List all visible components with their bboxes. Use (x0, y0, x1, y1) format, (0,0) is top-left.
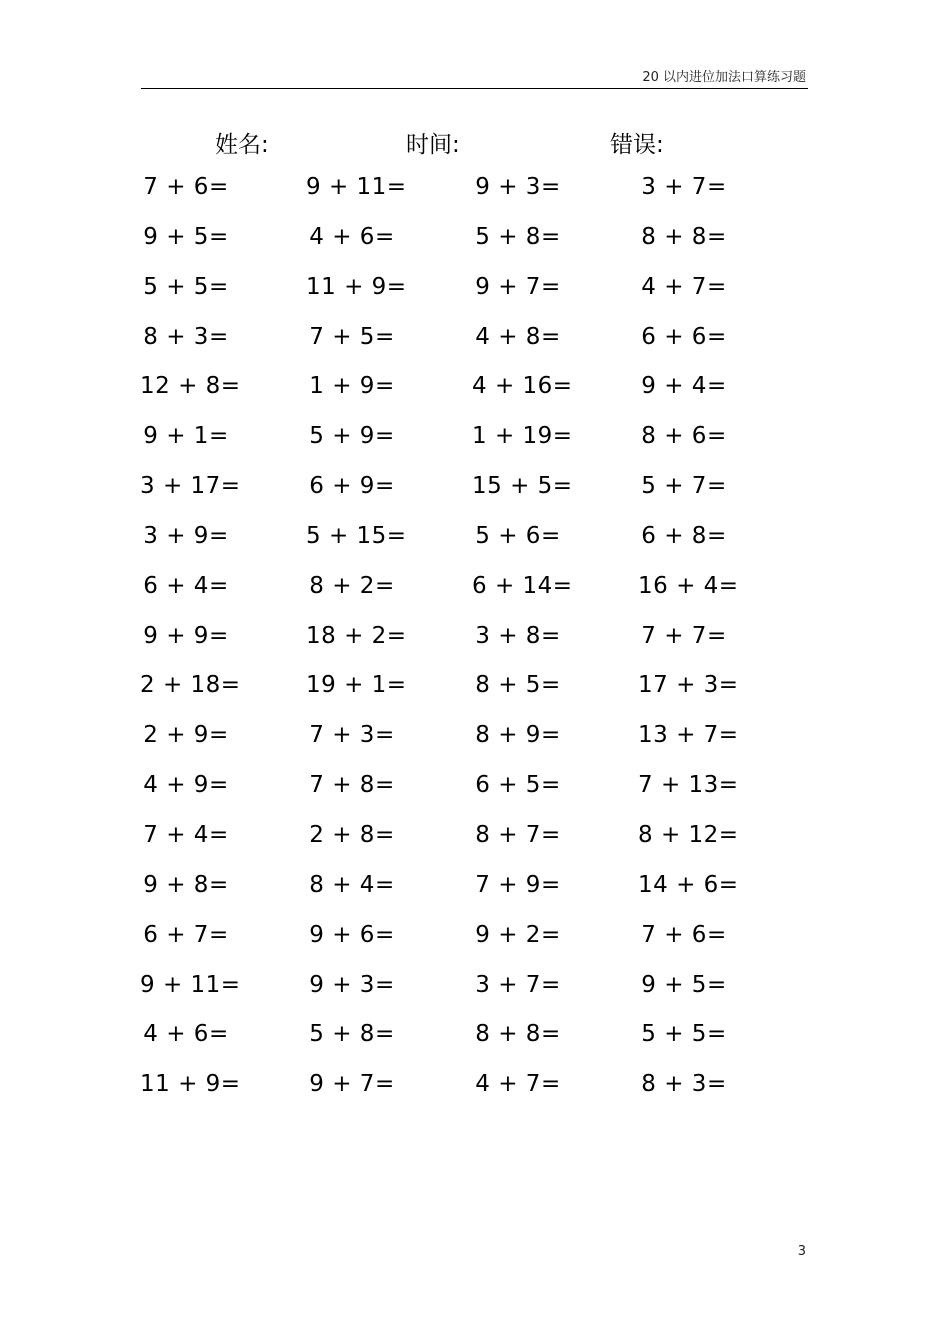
problem-item: 8 + 4= (309, 871, 395, 898)
page-number: 3 (797, 1244, 806, 1259)
problem-item: 13 + 7= (638, 722, 739, 749)
problem-item: 3 + 7= (475, 971, 561, 998)
problem-item: 5 + 9= (309, 423, 395, 450)
problem-item: 9 + 2= (475, 921, 561, 948)
name-label: 姓名: (215, 132, 269, 158)
problem-item: 8 + 6= (641, 423, 727, 450)
problem-row (0, 469, 950, 519)
problem-item: 3 + 8= (475, 622, 561, 649)
problem-item: 6 + 7= (143, 921, 229, 948)
problem-item: 5 + 5= (143, 273, 229, 300)
problem-item: 7 + 7= (641, 622, 727, 649)
problem-item: 1 + 9= (309, 373, 395, 400)
problem-row (0, 818, 950, 868)
problem-item: 1 + 19= (472, 423, 573, 450)
problem-item: 6 + 8= (641, 522, 727, 549)
problem-item: 5 + 7= (641, 473, 727, 500)
problem-item: 8 + 3= (641, 1071, 727, 1098)
problem-item: 5 + 15= (306, 522, 407, 549)
problem-row (0, 619, 950, 669)
problem-item: 9 + 1= (143, 423, 229, 450)
problem-row (0, 369, 950, 419)
problem-item: 8 + 2= (309, 572, 395, 599)
problem-item: 16 + 4= (638, 572, 739, 599)
problem-item: 9 + 9= (143, 622, 229, 649)
problem-item: 8 + 12= (638, 821, 739, 848)
problem-item: 5 + 6= (475, 522, 561, 549)
problem-item: 17 + 3= (638, 672, 739, 699)
problem-item: 8 + 8= (475, 1021, 561, 1048)
problem-item: 9 + 5= (641, 971, 727, 998)
problem-item: 11 + 9= (306, 273, 407, 300)
problem-item: 5 + 8= (475, 223, 561, 250)
problem-item: 6 + 9= (309, 473, 395, 500)
problem-item: 8 + 9= (475, 722, 561, 749)
problem-item: 9 + 7= (475, 273, 561, 300)
problem-item: 9 + 3= (475, 174, 561, 200)
problem-item: 9 + 8= (143, 871, 229, 898)
problem-item: 3 + 7= (641, 174, 727, 200)
problem-row (0, 968, 950, 1018)
problem-item: 6 + 5= (475, 772, 561, 799)
problem-item: 2 + 9= (143, 722, 229, 749)
problem-item: 4 + 9= (143, 772, 229, 799)
problem-row (0, 718, 950, 768)
problem-item: 18 + 2= (306, 622, 407, 649)
problem-item: 8 + 3= (143, 323, 229, 350)
problem-row (0, 868, 950, 918)
problem-item: 4 + 16= (472, 373, 573, 400)
header-divider (141, 88, 808, 89)
problem-item: 2 + 18= (140, 672, 241, 699)
problem-item: 9 + 11= (140, 971, 241, 998)
problem-row (0, 519, 950, 569)
problem-row (0, 270, 950, 320)
problem-item: 14 + 6= (638, 871, 739, 898)
problem-item: 7 + 6= (143, 174, 229, 200)
problem-item: 19 + 1= (306, 672, 407, 699)
problem-item: 8 + 7= (475, 821, 561, 848)
problem-row (0, 1017, 950, 1067)
problem-item: 12 + 8= (140, 373, 241, 400)
problem-item: 7 + 3= (309, 722, 395, 749)
time-label: 时间: (406, 132, 460, 158)
problem-item: 7 + 8= (309, 772, 395, 799)
problem-row (0, 569, 950, 619)
problem-item: 7 + 9= (475, 871, 561, 898)
problem-item: 4 + 8= (475, 323, 561, 350)
problem-row (0, 918, 950, 968)
problem-item: 8 + 8= (641, 223, 727, 250)
problem-item: 9 + 6= (309, 921, 395, 948)
problem-item: 9 + 4= (641, 373, 727, 400)
problem-item: 4 + 6= (309, 223, 395, 250)
problem-item: 9 + 5= (143, 223, 229, 250)
problem-item: 3 + 17= (140, 473, 241, 500)
problem-row (0, 668, 950, 718)
problem-row (0, 220, 950, 270)
problem-grid (0, 170, 950, 1117)
header-title: 20 以内进位加法口算练习题 (642, 70, 806, 85)
problem-item: 5 + 8= (309, 1021, 395, 1048)
problem-item: 7 + 6= (641, 921, 727, 948)
problem-item: 9 + 3= (309, 971, 395, 998)
problem-item: 9 + 7= (309, 1071, 395, 1098)
problem-item: 6 + 14= (472, 572, 573, 599)
problem-row (0, 170, 950, 220)
problem-item: 9 + 11= (306, 174, 407, 200)
problem-item: 4 + 7= (475, 1071, 561, 1098)
problem-item: 6 + 4= (143, 572, 229, 599)
problem-item: 7 + 5= (309, 323, 395, 350)
problem-item: 4 + 6= (143, 1021, 229, 1048)
problem-item: 5 + 5= (641, 1021, 727, 1048)
problem-row (0, 1067, 950, 1117)
problem-item: 3 + 9= (143, 522, 229, 549)
problem-row (0, 320, 950, 370)
problem-item: 4 + 7= (641, 273, 727, 300)
problem-row (0, 419, 950, 469)
problem-item: 7 + 13= (638, 772, 739, 799)
problem-item: 6 + 6= (641, 323, 727, 350)
problem-item: 11 + 9= (140, 1071, 241, 1098)
problem-item: 2 + 8= (309, 821, 395, 848)
problem-item: 15 + 5= (472, 473, 573, 500)
problem-item: 7 + 4= (143, 821, 229, 848)
problem-row (0, 768, 950, 818)
errors-label: 错误: (610, 132, 664, 158)
problem-item: 8 + 5= (475, 672, 561, 699)
